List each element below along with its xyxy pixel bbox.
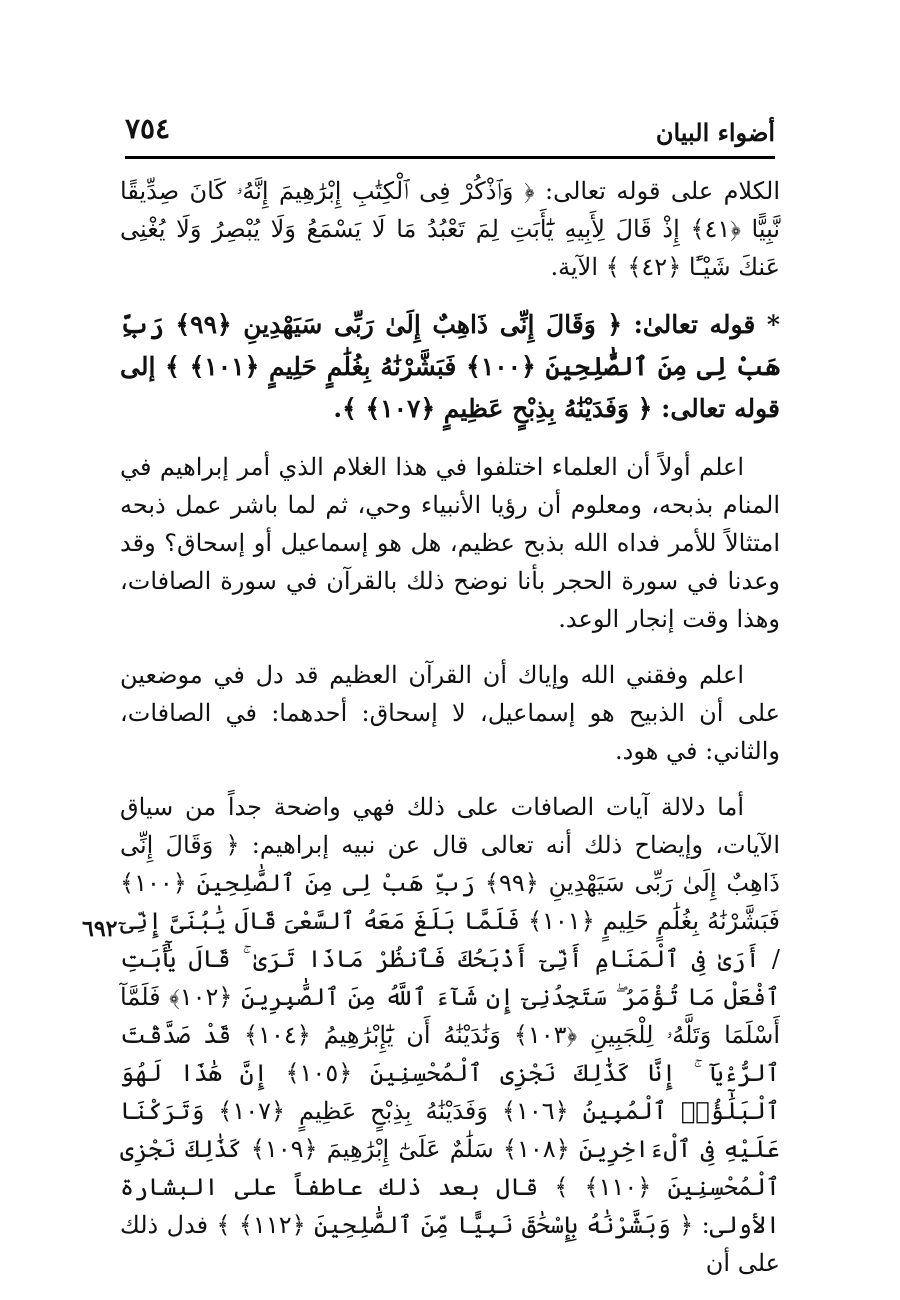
- book-title: أضواء البيان: [655, 118, 775, 147]
- paragraph-saffat-evidence: أما دلالة آيات الصافات على ذلك فهي واضحة جداً من سياق الآيات، وإيضاح ذلك أنه تعالى قال عن نبيه إبراهيم: ﴿ وَقَالَ إِنِّى ذَاهِبٌ إِلَىٰ رَبِّى سَيَهْدِينِ ﴿٩٩﴾ رَبِّ هَبْ لِى مِنَ ٱلصَّٰلِحِينَ ﴿١٠٠﴾ فَبَشَّرْنَٰهُ بِغُلَٰمٍ حَلِيمٍ ﴿١٠١﴾ فَلَمَّا بَلَغَ مَعَهُ ٱلسَّعْىَ قَالَ يَٰبُنَىَّ إِنِّىٓ / أَرَىٰ فِى ٱلْمَنَامِ أَنِّىٓ أَذْبَحُكَ فَٱنظُرْ مَاذَا تَرَىٰ ۚ قَالَ يَٰٓأَبَتِ ٱفْعَلْ مَا تُؤْمَرُ ۖ سَتَجِدُنِىٓ إِن شَآءَ ٱللَّهُ مِنَ ٱلصَّٰبِرِينَ ﴿١٠٢﴾ فَلَمَّآ أَسْلَمَا وَتَلَّهُۥ لِلْجَبِينِ ﴿١٠٣﴾ وَنَٰدَيْنَٰهُ أَن يَٰٓإِبْرَٰهِيمُ ﴿١٠٤﴾ قَدْ صَدَّقْتَ ٱلرُّءْيَآ ۚ إِنَّا كَذَٰلِكَ نَجْزِى ٱلْمُحْسِنِينَ ﴿١٠٥﴾ إِنَّ هَٰذَا لَهُوَ ٱلْبَلَٰٓؤُا۟ ٱلْمُبِينُ ﴿١٠٦﴾ وَفَدَيْنَٰهُ بِذِبْحٍ عَظِيمٍ ﴿١٠٧﴾ وَتَرَكْنَا عَلَيْهِ فِى ٱلْءَاخِرِينَ ﴿١٠٨﴾ سَلَٰمٌ عَلَىٰٓ إِبْرَٰهِيمَ ﴿١٠٩﴾ كَذَٰلِكَ نَجْزِى ٱلْمُحْسِنِينَ ﴿١١٠﴾ ﴾ قال بعد ذلك عاطفاً على البشارة الأولى: ﴿ وَبَشَّرْنَٰهُ بِإِسْحَٰقَ نَبِيًّا مِّنَ ٱلصَّٰلِحِينَ ﴿١١٢﴾ ﴾ فدل ذلك على أن: [120, 793, 780, 1277]
- section-heading-verse: * قوله تعالىٰ: ﴿ وَقَالَ إِنِّى ذَاهِبٌ إِلَىٰ رَبِّى سَيَهْدِينِ ﴿٩٩﴾ رَبِّ هَبْ لِى مِنَ ٱلصَّٰلِحِينَ ﴿١٠٠﴾ فَبَشَّرْنَٰهُ بِغُلَٰمٍ حَلِيمٍ ﴿١٠١﴾ ﴾ إلى قوله تعالى: ﴿ وَفَدَيْنَٰهُ بِذِبْحٍ عَظِيمٍ ﴿١٠٧﴾ ﴾.: [120, 310, 780, 423]
- page-number: ٧٥٤: [125, 112, 171, 145]
- paragraph-scholars-dispute: اعلم أولاً أن العلماء اختلفوا في هذا الغلام الذي أمر إبراهيم في المنام بذبحه، ومعلوم أن رؤيا الأنبياء وحي، ثم لما باشر عمل ذبحه امتثالاً للأمر فداه الله بذبح عظيم، هل هو إسماعيل أو إسحاق؟ وقد وعدنا في سورة الحجر بأنا نوضح ذلك بالقرآن في سورة الصافات، وهذا وقت إنجار الوعد.: [120, 453, 781, 633]
- page-header: [125, 110, 775, 159]
- paragraph-quran-intro: الكلام على قوله تعالى: ﴿ وَٱذْكُرْ فِى ٱلْكِتَٰبِ إِبْرَٰهِيمَ إِنَّهُۥ كَانَ صِدِّيقًا نَّبِيًّا ﴿٤١﴾ إِذْ قَالَ لِأَبِيهِ يَٰٓأَبَتِ لِمَ تَعْبُدُ مَا لَا يَسْمَعُ وَلَا يُبْصِرُ وَلَا يُغْنِى عَنكَ شَيْـًٔا ﴿٤٢﴾ ﴾ الآية.: [120, 177, 780, 281]
- paragraph-two-places: اعلم وفقني الله وإياك أن القرآن العظيم قد دل في موضعين على أن الذبيح هو إسماعيل، لا إسحاق: أحدهما: في الصافات، والثاني: في هود.: [120, 661, 780, 765]
- margin-page-reference: ٦٩٢: [82, 916, 118, 942]
- page-body: [120, 172, 780, 1300]
